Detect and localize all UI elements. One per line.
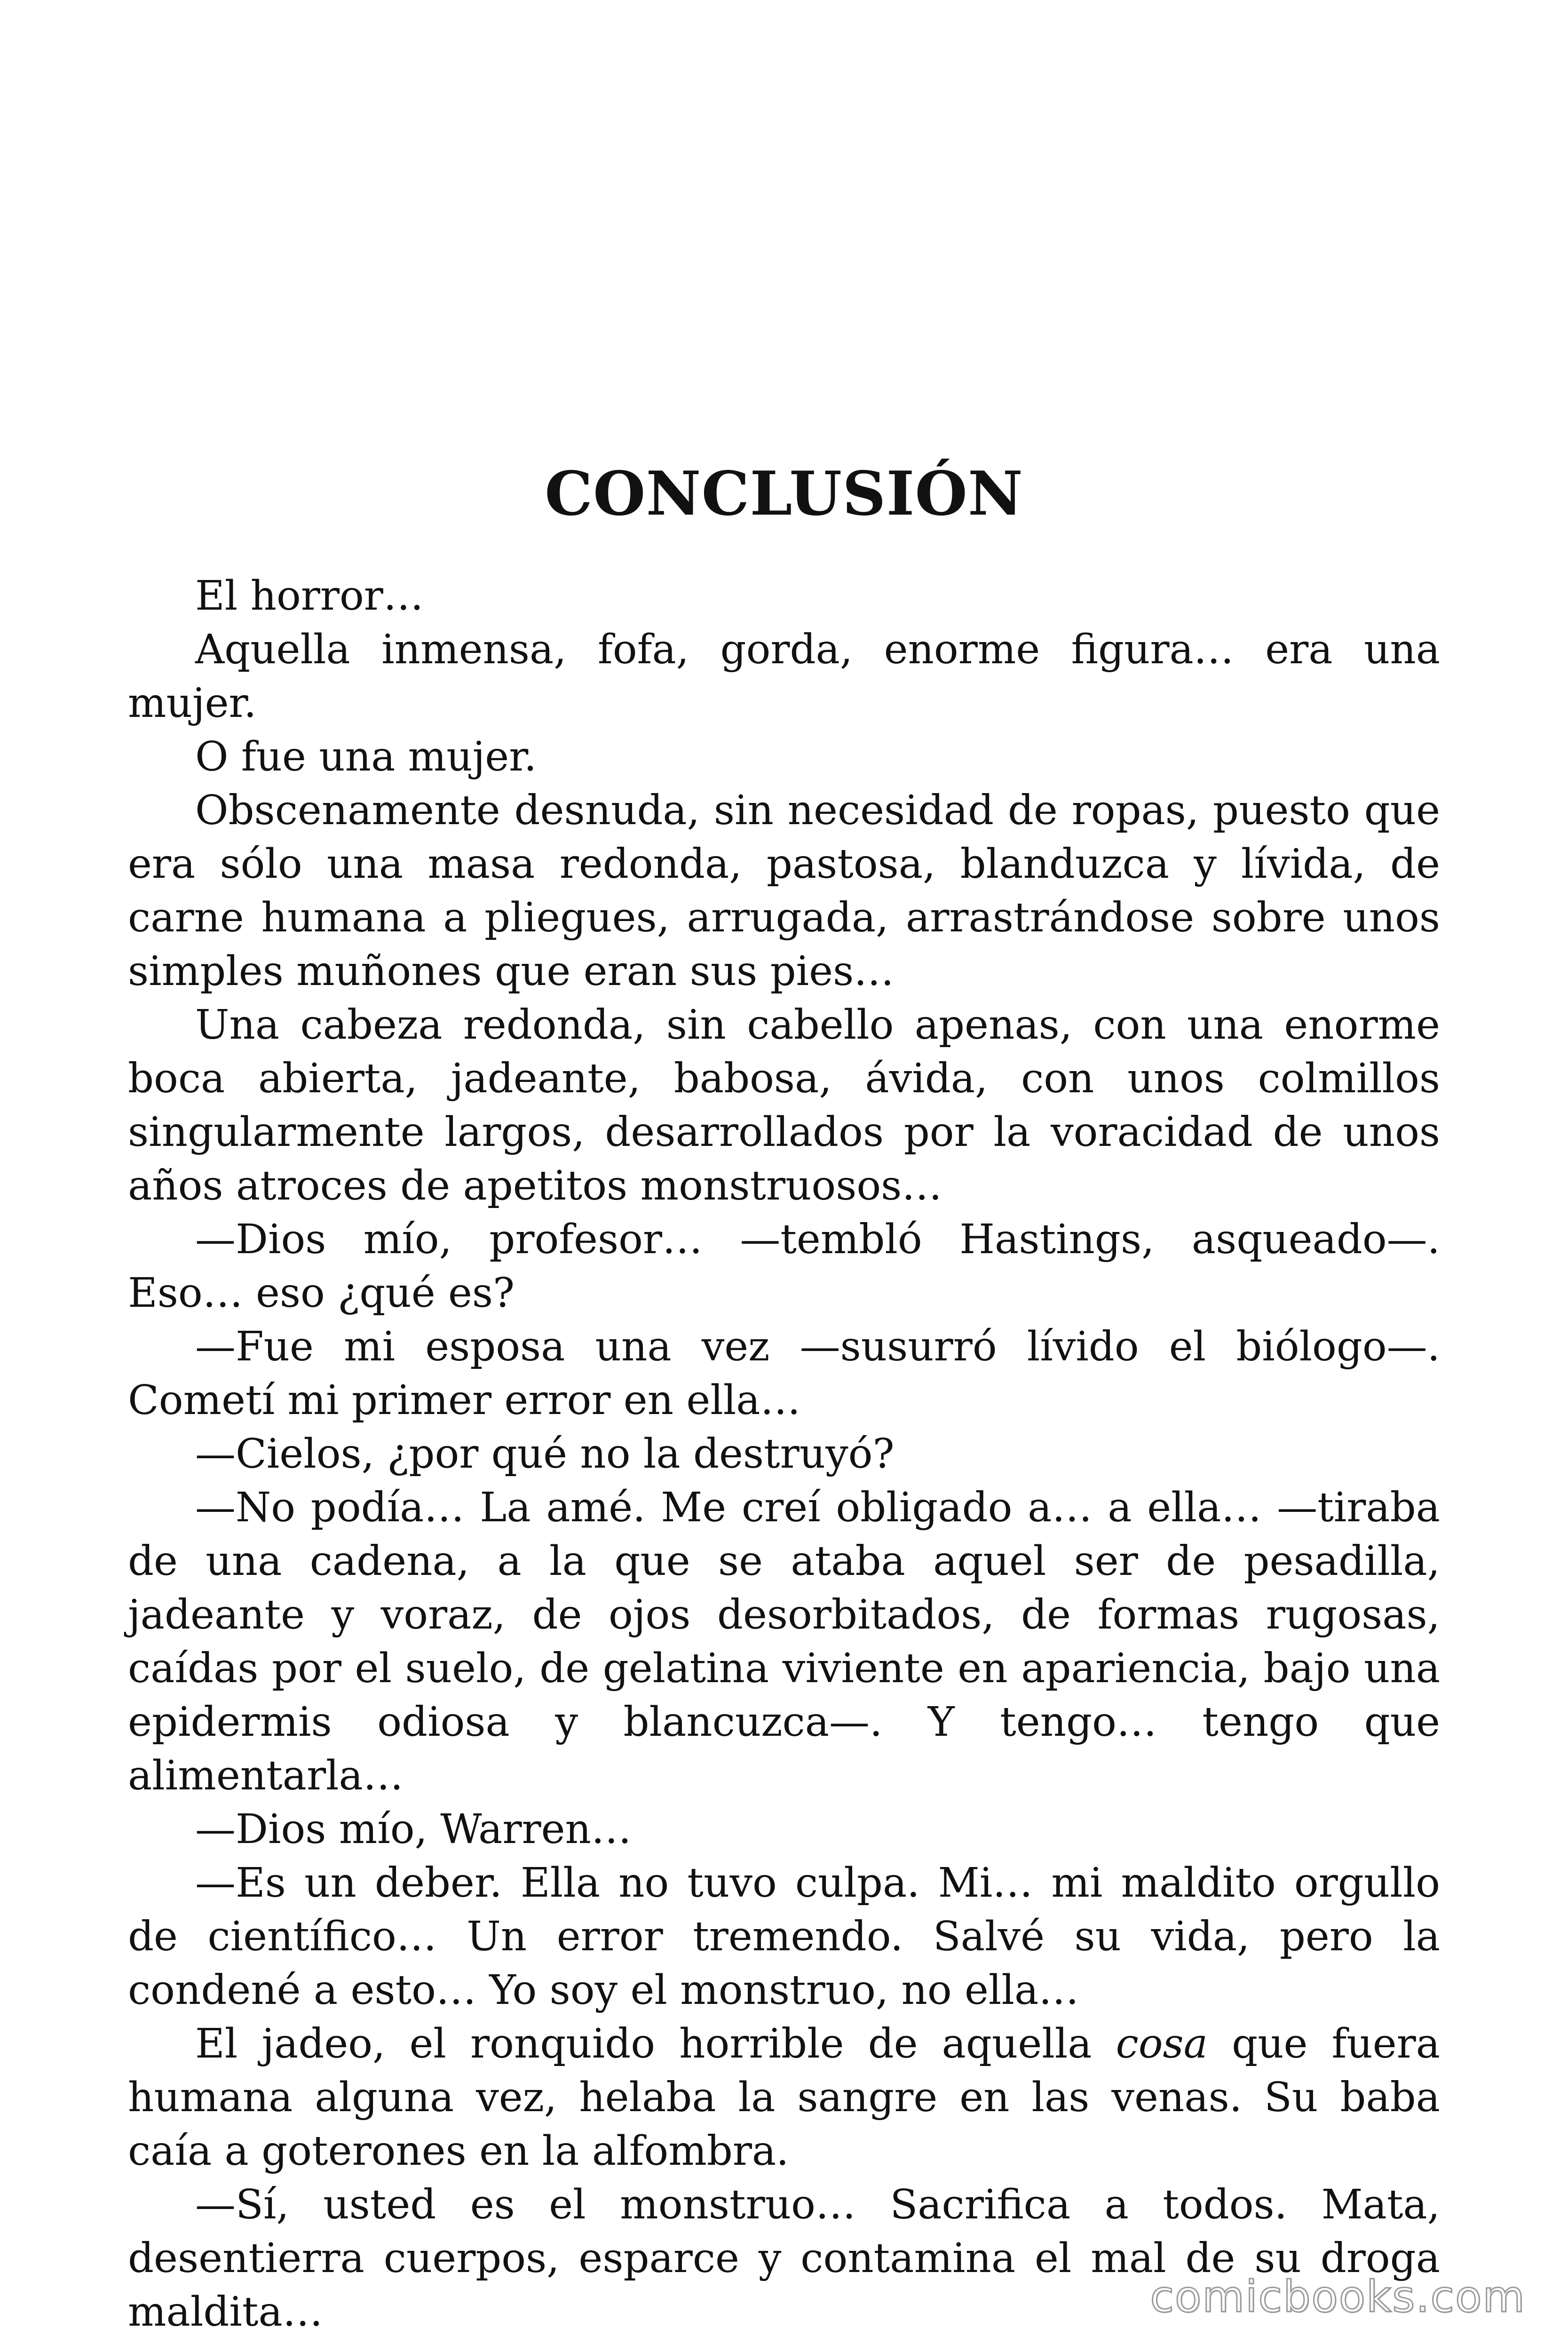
paragraph: O fue una mujer. — [195, 733, 537, 780]
paragraph: —Fue mi esposa una vez —susurró lívido el biólogo—. Cometí mi primer error en ella… — [128, 1323, 1440, 1424]
paragraph: Aquella inmensa, fofa, gorda, enorme figura… era una mujer. — [128, 626, 1440, 727]
paragraph: —Dios mío, Warren… — [195, 1806, 632, 1853]
paragraph-text: que fuera humana alguna vez, helaba la sangre en las venas. Su baba caía a goterones en la alfombra. — [128, 2020, 1440, 2175]
paragraph: El horror… — [195, 572, 424, 620]
paragraph-text: El jadeo, el ronquido horrible de aquella — [195, 2020, 1116, 2067]
chapter-title: CONCLUSIÓN — [545, 459, 1023, 529]
chapter-body — [128, 569, 1440, 2339]
paragraph: Una cabeza redonda, sin cabello apenas, con una enorme boca abierta, jadeante, babosa, ávida, con unos colmillos singularmente largos, desarrollados por la voracidad de unos años atroces de apetitos monstruosos… — [128, 1001, 1440, 1209]
watermark: comicbooks.com — [1150, 2272, 1526, 2322]
emphasized-word: cosa — [1116, 2020, 1208, 2067]
paragraph: —No podía… La amé. Me creí obligado a… a ella… —tiraba de una cadena, a la que se ataba aquel ser de pesadilla, jadeante y voraz, de ojos desorbitados, de formas rugosas, caídas por el suelo, de gelatina viviente en apariencia, bajo una epidermis odiosa y blancuzca—. Y tengo… tengo que alimentarla… — [128, 1484, 1440, 1799]
paragraph: —Cielos, ¿por qué no la destruyó? — [195, 1430, 895, 1478]
paragraph: —Es un deber. Ella no tuvo culpa. Mi… mi maldito orgullo de científico… Un error tremendo. Salvé su vida, pero la condené a esto… Yo soy el monstruo, no ella… — [128, 1859, 1440, 2014]
paragraph: —Sí, usted es el monstruo… Sacrifica a todos. Mata, desentierra cuerpos, esparce y contamina el mal de su droga maldita… — [128, 2181, 1440, 2336]
paragraph: Obscenamente desnuda, sin necesidad de ropas, puesto que era sólo una masa redonda, pastosa, blanduzca y lívida, de carne humana a pliegues, arrugada, arrastrándose sobre unos simples muñones que eran sus pies… — [128, 787, 1440, 995]
paragraph-with-emphasis — [128, 2017, 1440, 2178]
paragraph: —Dios mío, profesor… —tembló Hastings, asqueado—. Eso… eso ¿qué es? — [128, 1216, 1440, 1317]
